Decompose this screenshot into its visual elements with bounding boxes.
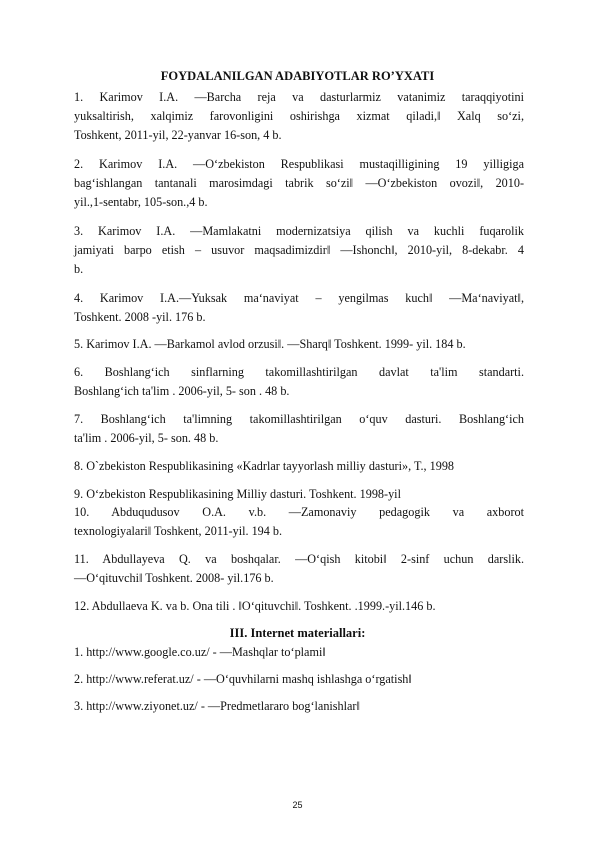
reference-line: Boshlang‘ich ta'lim . 2006-yil, 5- son . 48 b.	[74, 384, 290, 398]
reference-line: texnologiyalari‖ Toshkent, 2011-yil. 194 b.	[74, 524, 283, 538]
reference-line: Toshkent. 2008 -yil. 176 b.	[74, 310, 206, 324]
reference-line: 12. Abdullaeva K. va b. Ona tili . ‖O‘qituvchi‖. Toshkent. .1999.-yil.146 b.	[74, 599, 436, 613]
references-heading: FOYDALANILGAN ADABIYOTLAR RO’YXATI	[160, 69, 435, 83]
reference-line: 1. Karimov I.A. ―Barcha reja va dasturlarmiz vatanimiz taraqqiyotini	[74, 90, 524, 104]
reference-line: ta'lim . 2006-yil, 5- son. 48 b.	[74, 431, 219, 445]
reference-line: b.	[74, 262, 84, 276]
reference-line: 3. Karimov I.A. ―Mamlakatni modernizatsiya qilish va kuchli fuqarolik	[74, 224, 524, 238]
reference-line: Toshkent, 2011-yil, 22-yanvar 16-son, 4 b.	[74, 128, 282, 142]
reference-line: 9. O‘zbekiston Respublikasining Milliy dasturi. Toshkent. 1998-yil	[74, 487, 401, 501]
internet-item: 2. http://www.referat.uz/ - ―O‘quvhilarni mashq ishlashga o‘rgatish‖	[74, 672, 412, 686]
reference-line: 4. Karimov I.A.―Yuksak ma‘naviyat – yengilmas kuch‖ ―Ma‘naviyat‖,	[74, 291, 524, 305]
internet-materials-heading: III. Internet materiallari:	[229, 626, 366, 640]
reference-line: 7. Boshlang‘ich ta'limning takomillashtirilgan o‘quv dasturi. Boshlang‘ich	[74, 412, 524, 426]
page-number: 25	[292, 800, 303, 810]
reference-line: 10. Abduqudusov O.A. v.b. ―Zamonaviy pedagogik va axborot	[74, 505, 524, 519]
reference-line: 11. Abdullayeva Q. va boshqalar. ―O‘qish kitobi‖ 2-sinf uchun darslik.	[74, 552, 524, 566]
reference-line: yil.,1-sentabr, 105-son.,4 b.	[74, 195, 208, 209]
reference-line: 6. Boshlang‘ich sinflarning takomillashtirilgan davlat ta'lim standarti.	[74, 365, 524, 379]
reference-line: 5. Karimov I.A. ―Barkamol avlod orzusi‖. ―Sharq‖ Toshkent. 1999- yil. 184 b.	[74, 337, 466, 351]
reference-line: 2. Karimov I.A. ―O‘zbekiston Respublikasi mustaqilligining 19 yilligiga	[74, 157, 524, 171]
internet-item: 1. http://www.google.co.uz/ - ―Mashqlar to‘plami‖	[74, 645, 326, 659]
internet-item: 3. http://www.ziyonet.uz/ - ―Predmetlararo bog‘lanishlar‖	[74, 699, 360, 713]
reference-line: bag‘ishlangan tantanali marosimdagi tabrik so‘zi‖ ―O‘zbekiston ovozi‖, 2010-	[74, 176, 524, 190]
reference-line: jamiyati barpo etish – usuvor maqsadimizdir‖ ―Ishonch‖, 2010-yil, 8-dekabr. 4	[74, 243, 524, 257]
reference-line: yuksaltirish, xalqimiz farovonligini oshirishga xizmat qiladi,‖ Xalq so‘zi,	[74, 109, 524, 123]
reference-line: 8. O`zbekiston Respublikasining «Kadrlar tayyorlash milliy dasturi», T., 1998	[74, 459, 455, 473]
reference-line: ―O‘qituvchi‖ Toshkent. 2008- yil.176 b.	[74, 571, 274, 585]
